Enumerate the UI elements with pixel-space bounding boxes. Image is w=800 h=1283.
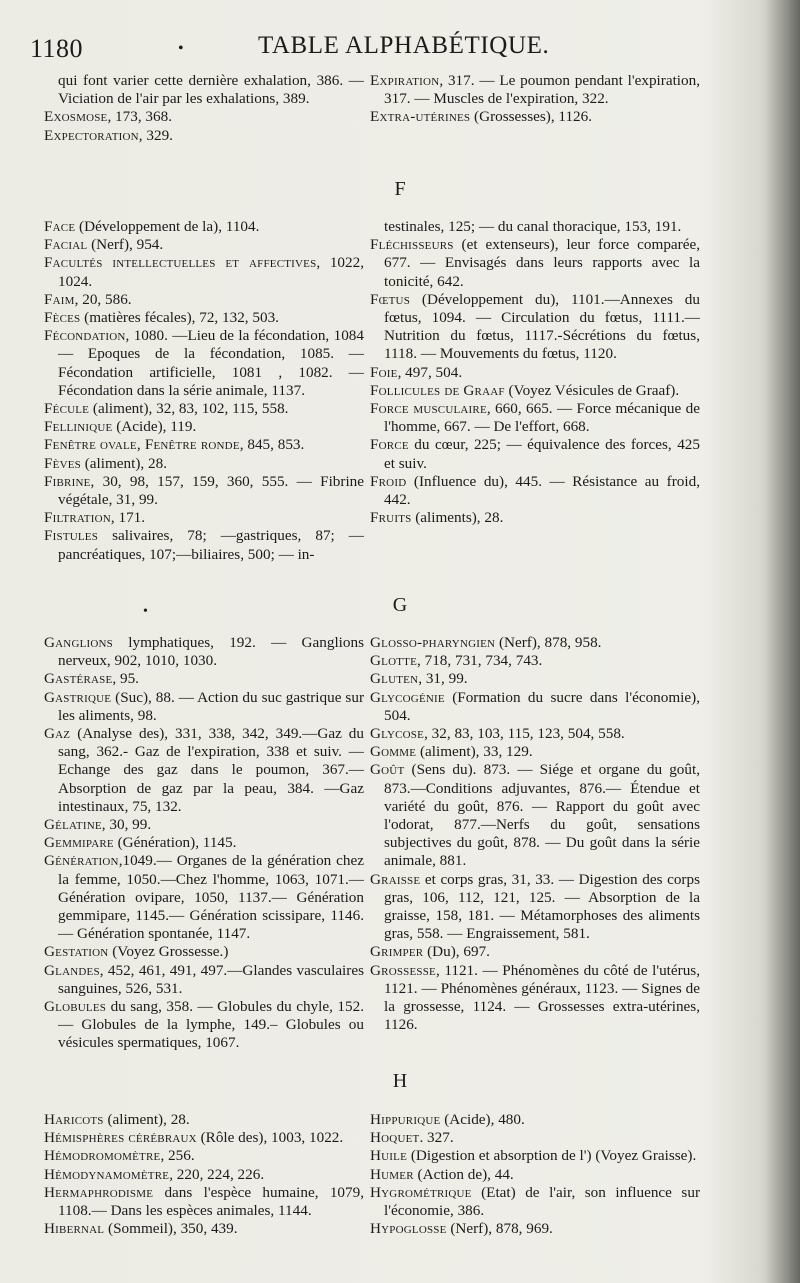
index-references: , 171.: [110, 509, 146, 527]
index-references: (Etat) de l'air, son influence sur l'économie, 386.: [384, 1183, 700, 1220]
index-entry: [44, 418, 364, 436]
index-headword: Huile: [370, 1147, 408, 1165]
index-entry: [370, 436, 700, 472]
index-references: , 173, 368.: [107, 108, 172, 126]
index-headword: Expiration: [370, 72, 440, 89]
index-headword: Expectoration: [44, 126, 139, 144]
index-headword: Glosso-pharyngien: [370, 634, 496, 651]
index-entry: [370, 1166, 700, 1184]
index-entry: [370, 652, 700, 670]
index-headword: Force: [370, 436, 409, 454]
index-entry: [370, 218, 700, 236]
index-entry: [370, 1129, 700, 1147]
index-references: , 31, 99.: [418, 670, 468, 688]
index-references: (et extenseurs), leur force comparée, 677. — Envisagés dans leurs rapports avec la tonicité, 642.: [384, 236, 700, 290]
section-letter-h: H: [392, 1070, 408, 1092]
index-entry: [370, 725, 700, 743]
index-references: , 1022, 1024.: [58, 254, 365, 290]
index-entry: [44, 218, 364, 236]
index-entry: [44, 254, 364, 290]
index-references: , 452, 461, 491, 497.—Glandes vasculaires sanguines, 526, 531.: [58, 961, 364, 997]
index-entry: [370, 364, 700, 382]
index-entry: [370, 1111, 700, 1129]
section-h-right-column: [370, 1111, 700, 1238]
index-headword: Glycose: [370, 725, 425, 743]
section-letter-f: F: [394, 178, 406, 200]
index-headword: Grossesse: [370, 961, 436, 979]
index-entry: [370, 473, 700, 509]
index-headword: Follicules de Graaf: [370, 381, 505, 399]
index-entry: [44, 291, 364, 309]
index-headword: Froid: [370, 472, 407, 490]
index-references: (Formation du sucre dans l'économie), 504.: [384, 688, 700, 724]
index-headword: Extra-utérines: [370, 108, 471, 126]
index-entry: [44, 527, 364, 563]
index-entry: [370, 871, 700, 944]
section-f-left-column: [44, 218, 364, 564]
index-references: et corps gras, 31, 33. — Digestion des corps gras, 106, 112, 121, 125. — Absorption de la graisse, 158, 181. — Métamorphoses des aliments gras, 558. — Engraissement, 581.: [384, 870, 700, 943]
index-references: (Rôle des), 1003, 1022.: [196, 1129, 344, 1147]
index-entry: [370, 689, 700, 725]
index-references: (Suc), 88. — Action du suc gastrique sur les aliments, 98.: [58, 688, 364, 724]
index-references: . 327.: [419, 1129, 454, 1147]
index-headword: Génération: [44, 852, 119, 870]
index-entry: [44, 509, 364, 527]
index-headword: Fèces: [44, 309, 81, 327]
section-e-right-column: [370, 72, 700, 127]
index-entry: [370, 943, 700, 961]
index-entry: [370, 1147, 700, 1165]
index-entry: [44, 400, 364, 418]
index-headword: Facial: [44, 236, 88, 254]
index-headword: Graisse: [370, 870, 421, 888]
index-references: (matières fécales), 72, 132, 503.: [80, 309, 279, 327]
index-headword: Facultés intellectuelles et affectives: [44, 254, 317, 272]
index-headword: Hoquet: [370, 1129, 420, 1147]
index-references: testinales, 125; — du canal thoracique, 153, 191.: [384, 218, 682, 235]
index-references: dans l'espèce humaine, 1079, 1108.— Dans les espèces animales, 1144.: [58, 1183, 364, 1220]
index-references: salivaires, 78; —gastriques, 87; — pancréatiques, 107;—biliaires, 500; — in-: [58, 527, 364, 563]
index-references: (Nerf), 878, 969.: [446, 1220, 553, 1238]
index-references: (Influence du), 445. — Résistance au froid, 442.: [384, 472, 700, 509]
index-references: (Acide), 119.: [112, 418, 197, 436]
index-references: , 1080. —Lieu de la fécondation, 1084 — Epoques de la fécondation, 1085. — Fécondation artificielle, 1081 , 1082. — Fécondation dans la série animale, 1137.: [58, 327, 364, 399]
index-entry: [44, 852, 364, 943]
index-headword: Glotte: [370, 652, 417, 670]
section-h-left-column: [44, 1111, 364, 1238]
index-references: (Voyez Vésicules de Graaf).: [504, 381, 680, 399]
index-references: (aliment), 32, 83, 102, 115, 558.: [89, 400, 289, 418]
index-headword: Fibrine: [44, 472, 91, 490]
index-references: (Digestion et absorption de l') (Voyez Graisse).: [407, 1147, 697, 1165]
index-headword: Fistules: [44, 527, 99, 545]
index-entry: [44, 436, 364, 454]
index-entry: [370, 761, 700, 870]
index-entry: [44, 108, 364, 126]
index-references: du sang, 358. — Globules du chyle, 152. — Globules de la lymphe, 149.– Globules ou vésicules spermatiques, 1067.: [58, 998, 364, 1052]
index-entry: [44, 1111, 364, 1129]
index-headword: Fléchisseurs: [370, 236, 454, 254]
index-references: (Sommeil), 350, 439.: [104, 1220, 238, 1238]
index-references: , 20, 586.: [74, 290, 132, 308]
index-headword: Gluten: [370, 670, 419, 688]
index-entry: [370, 962, 700, 1035]
index-entry: [44, 327, 364, 400]
index-entry: [44, 473, 364, 509]
index-headword: Gestation: [44, 943, 109, 961]
ornament-bullet: •: [143, 604, 148, 619]
index-headword: Fellinique: [44, 418, 113, 436]
index-references: , 845, 853.: [239, 436, 305, 454]
index-entry: [44, 1147, 364, 1165]
page-title: TABLE ALPHABÉTIQUE.: [258, 32, 550, 59]
index-headword: Hibernal: [44, 1220, 105, 1238]
header-separator: •: [178, 40, 184, 57]
index-entry: [370, 108, 700, 126]
index-headword: Ganglions: [44, 634, 113, 651]
index-references: qui font varier cette dernière exhalation, 386. — Viciation de l'air par les exhalations, 389.: [58, 72, 364, 108]
index-headword: Fécondation: [44, 327, 126, 345]
index-headword: Face: [44, 218, 76, 235]
binding-shadow: [766, 0, 800, 1283]
index-entry: [370, 236, 700, 291]
index-headword: Gemmipare: [44, 834, 114, 852]
index-entry: [44, 455, 364, 473]
index-entry: [44, 1166, 364, 1184]
index-headword: Faim: [44, 290, 75, 308]
index-headword: Gélatine: [44, 816, 102, 834]
index-entry: [370, 72, 700, 108]
index-references: (Développement du), 1101.—Annexes du fœtus, 1094. — Circulation du fœtus, 1111.— Nutrition du fœtus, 1117.-Sécrétions du fœtus, 1118. — Mouvements du fœtus, 1120.: [384, 290, 700, 363]
index-references: (Sens du). 873. — Siége et organe du goût, 873.—Conditions adjuvantes, 876.— Étendue et variété du goût, 876. — Rapport du goût avec l'odorat, 877.—Nerfs du goût, sensations subjectives du goût, 878. — Du goût dans la série animale, 881.: [384, 761, 700, 870]
index-entry: [370, 400, 700, 436]
index-references: (Développement de la), 1104.: [75, 218, 260, 235]
index-headword: Hygrométrique: [370, 1183, 472, 1201]
index-headword: Fœtus: [370, 290, 411, 308]
index-headword: Hémodromomètre: [44, 1147, 161, 1165]
index-references: (Génération), 1145.: [113, 834, 237, 852]
index-entry: [44, 127, 364, 145]
index-entry: [370, 670, 700, 688]
index-entry: [44, 816, 364, 834]
index-references: (Voyez Grossesse.): [108, 943, 229, 961]
index-references: (Acide), 480.: [440, 1111, 525, 1128]
index-references: (Nerf), 878, 958.: [495, 634, 602, 651]
index-references: , 95.: [112, 670, 139, 688]
index-references: du cœur, 225; — équivalence des forces, 425 et suiv.: [384, 436, 700, 472]
section-g-left-column: [44, 634, 364, 1053]
index-entry: [370, 1184, 700, 1220]
index-entry: [44, 834, 364, 852]
index-references: ,1049.— Organes de la génération chez la femme, 1050.—Chez l'homme, 1063, 1071.— Génération ovipare, 1050, 1137.— Génération gemmipare, 1145.— Génération scissipare, 1146. — Génération spontanée, 1147.: [58, 852, 364, 943]
index-references: (aliment), 28.: [103, 1111, 190, 1128]
index-headword: Glycogénie: [370, 688, 445, 706]
index-entry: [370, 743, 700, 761]
index-references: lymphatiques, 192. — Ganglions nerveux, 902, 1010, 1030.: [58, 634, 364, 670]
section-letter-g: G: [392, 594, 408, 616]
index-headword: Gastrique: [44, 688, 112, 706]
index-entry: [44, 962, 364, 998]
index-references: (Du), 697.: [423, 943, 490, 961]
index-references: , 30, 99.: [101, 816, 152, 834]
index-headword: Force musculaire: [370, 400, 487, 418]
index-entry: [370, 634, 700, 652]
section-e-left-column: [44, 72, 364, 145]
index-entry: [44, 1184, 364, 1220]
section-f-right-column: [370, 218, 700, 527]
index-headword: Gastérase: [44, 670, 113, 688]
index-headword: Fèves: [44, 454, 81, 472]
index-entry: [370, 1220, 700, 1238]
index-references: (Action de), 44.: [413, 1165, 514, 1183]
page-number: 1180: [30, 34, 84, 63]
index-references: , 30, 98, 157, 159, 360, 555. — Fibrine végétale, 31, 99.: [58, 472, 364, 509]
index-entry: [44, 943, 364, 961]
index-references: , 497, 504.: [397, 363, 463, 381]
index-headword: Fécule: [44, 400, 90, 418]
index-references: , 256.: [160, 1147, 195, 1165]
index-headword: Hémodynamomètre: [44, 1165, 170, 1183]
index-entry: [44, 725, 364, 816]
index-headword: Gomme: [370, 743, 417, 761]
index-references: , 660, 665. — Force mécanique de l'homme, 667. — De l'effort, 668.: [384, 400, 700, 436]
index-references: (Nerf), 954.: [87, 236, 164, 254]
index-headword: Fenêtre ovale, Fenêtre ronde: [44, 436, 240, 454]
index-references: (aliment), 28.: [80, 454, 167, 472]
index-headword: Hypoglosse: [370, 1220, 447, 1238]
index-headword: Filtration: [44, 509, 111, 527]
index-entry: [44, 634, 364, 670]
index-entry: [44, 1220, 364, 1238]
index-entry: [370, 382, 700, 400]
index-headword: Fruits: [370, 509, 412, 527]
index-references: , 329.: [138, 126, 173, 144]
index-entry: [44, 670, 364, 688]
index-references: (aliment), 33, 129.: [416, 743, 533, 761]
index-references: (Analyse des), 331, 338, 342, 349.—Gaz du sang, 362.- Gaz de l'expiration, 338 et suiv. — Echange des gaz dans le poumon, 367.—Absorption de gaz par la peau, 384. —Gaz intestinaux, 75, 132.: [58, 725, 364, 815]
section-g-right-column: [370, 634, 700, 1034]
index-headword: Humer: [370, 1165, 414, 1183]
index-entry: [44, 1129, 364, 1147]
index-headword: Gaz: [44, 725, 71, 743]
index-headword: Foie: [370, 363, 398, 381]
index-references: (Grossesses), 1126.: [470, 108, 593, 126]
index-entry: [44, 998, 364, 1053]
index-headword: Globules: [44, 998, 107, 1016]
index-entry: [44, 689, 364, 725]
index-references: , 220, 224, 226.: [169, 1165, 265, 1183]
index-headword: Exosmose: [44, 108, 108, 126]
index-entry: [44, 236, 364, 254]
index-references: , 1121. — Phénomènes du côté de l'utérus, 1121. — Phénomènes généraux, 1123. — Signes de la grossesse, 1124. — Grossesses extra-utérines, 1126.: [384, 961, 700, 1034]
index-entry: [44, 309, 364, 327]
index-entry: [370, 291, 700, 364]
index-headword: Hémisphères cérébraux: [44, 1129, 197, 1147]
index-headword: Hermaphrodisme: [44, 1183, 154, 1201]
index-entry: [44, 72, 364, 108]
index-references: (aliments), 28.: [411, 509, 504, 527]
index-headword: Haricots: [44, 1111, 104, 1128]
index-entry: [370, 509, 700, 527]
index-references: , 718, 731, 734, 743.: [417, 652, 543, 670]
index-headword: Hippurique: [370, 1111, 441, 1128]
index-headword: Glandes: [44, 961, 100, 979]
index-references: , 32, 83, 103, 115, 123, 504, 558.: [424, 725, 625, 743]
index-headword: Goût: [370, 761, 405, 779]
index-references: , 317. — Le poumon pendant l'expiration, 317. — Muscles de l'expiration, 322.: [384, 72, 700, 108]
index-headword: Grimper: [370, 943, 424, 961]
